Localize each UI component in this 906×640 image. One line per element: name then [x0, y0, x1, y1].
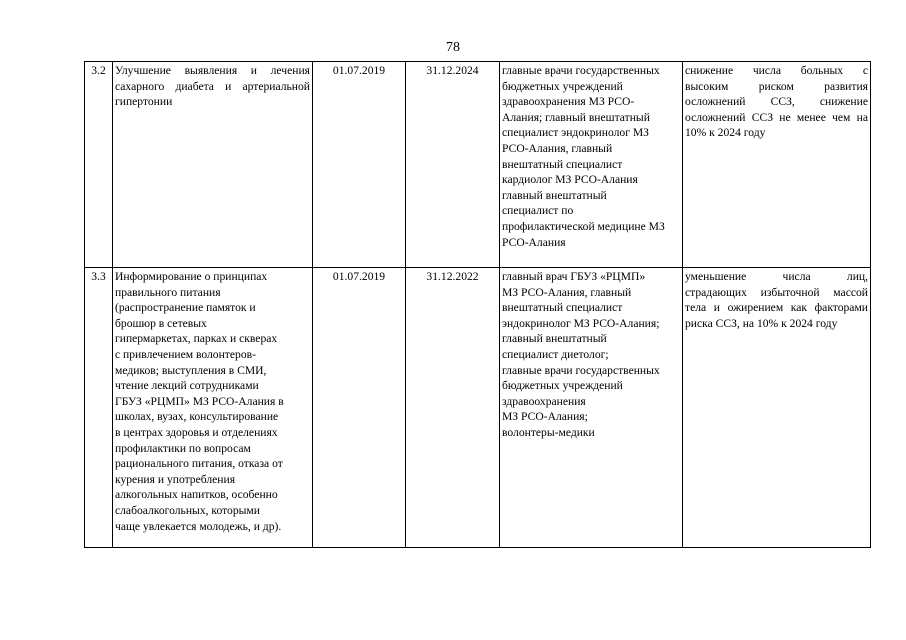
responsible-line: бюджетных учреждений	[502, 79, 623, 93]
start-date-cell: 01.07.2019	[313, 268, 406, 548]
responsible-line: специалист диетолог;	[502, 347, 609, 361]
responsible-line: внештатный специалист	[502, 301, 623, 315]
measure-name-cell	[113, 268, 313, 548]
responsible-line: бюджетных учреждений	[502, 379, 623, 393]
responsible-line: волонтеры-медики	[502, 425, 595, 439]
result-line: 10% к 2024 году	[685, 126, 766, 140]
result-line: уменьшение числа лиц,	[685, 270, 868, 283]
responsible-line: главные врачи государственных	[502, 363, 660, 377]
responsible-line: профилактической медицине МЗ	[502, 219, 665, 233]
responsible-line: эндокринолог МЗ РСО-Алания;	[502, 316, 660, 330]
responsible-line: главные врачи государственных	[502, 64, 660, 77]
result-line: снижение числа больных с	[685, 64, 868, 77]
measure-name-line: гипермаркетах, парках и скверах	[115, 332, 278, 346]
result-line: осложнений ССЗ не менее чем на	[685, 110, 868, 124]
responsible-line: главный врач ГБУЗ «РЦМП»	[502, 270, 646, 283]
measure-name-line: Информирование о принципах	[115, 270, 268, 283]
responsible-line: главный внештатный	[502, 188, 607, 202]
responsible-cell	[500, 62, 683, 268]
measure-name-line: ГБУЗ «РЦМП» МЗ РСО-Алания в	[115, 394, 284, 408]
measure-name-line: сахарного диабета и артериальной	[115, 79, 310, 93]
measure-name-cell	[113, 62, 313, 268]
responsible-line: здравоохранения	[502, 394, 586, 408]
responsible-line: специалист эндокринолог МЗ	[502, 126, 649, 140]
page-number: 78	[446, 40, 460, 55]
measure-name-line: (распространение памяток и	[115, 301, 256, 315]
result-line: высоким риском развития	[685, 79, 868, 93]
responsible-line: внештатный специалист	[502, 157, 623, 171]
measure-name-line: профилактики по вопросам	[115, 441, 251, 455]
measure-name-line: с привлечением волонтеров-	[115, 347, 256, 361]
responsible-cell	[500, 268, 683, 548]
measure-name-line: правильного питания	[115, 285, 221, 299]
responsible-line: специалист по	[502, 204, 574, 218]
expected-result-cell	[683, 62, 871, 268]
responsible-line: главный внештатный	[502, 332, 607, 346]
end-date-cell: 31.12.2022	[406, 268, 500, 548]
responsible-line: здравоохранения МЗ РСО-	[502, 95, 635, 109]
measure-name-line: брошюр в сетевых	[115, 316, 207, 330]
measures-table	[84, 61, 871, 548]
responsible-line: МЗ РСО-Алания;	[502, 410, 588, 424]
measure-name-line: чтение лекций сотрудниками	[115, 379, 259, 393]
measure-name-line: гипертонии	[115, 95, 173, 109]
table-row-3-2	[85, 62, 871, 268]
measure-name-line: курения и употребления	[115, 472, 236, 486]
responsible-line: кардиолог МЗ РСО-Алания	[502, 173, 638, 187]
result-line: риска ССЗ, на 10% к 2024 году	[685, 316, 838, 330]
result-line: страдающих избыточной массой	[685, 285, 868, 299]
result-line: тела и ожирением как факторами	[685, 301, 868, 315]
row-number-cell: 3.3	[85, 268, 113, 548]
measure-name-line: чаще увлекается молодежь, и др).	[115, 519, 282, 533]
measure-name-line: слабоалкогольных, которыми	[115, 503, 260, 517]
expected-result-cell	[683, 268, 871, 548]
end-date-cell: 31.12.2024	[406, 62, 500, 268]
measure-name-line: медиков; выступления в СМИ,	[115, 363, 267, 377]
result-line: осложнений ССЗ, снижение	[685, 95, 868, 109]
responsible-line: Алания; главный внештатный	[502, 110, 650, 124]
measure-name-line: школах, вузах, консультирование	[115, 410, 279, 424]
measure-name-line: алкогольных напитков, особенно	[115, 488, 278, 502]
responsible-line: МЗ РСО-Алания, главный	[502, 285, 632, 299]
responsible-line: РСО-Алания	[502, 235, 566, 249]
row-number-cell: 3.2	[85, 62, 113, 268]
measure-name-line: Улучшение выявления и лечения	[115, 64, 310, 77]
start-date-cell: 01.07.2019	[313, 62, 406, 268]
responsible-line: РСО-Алания, главный	[502, 141, 613, 155]
measure-name-line: в центрах здоровья и отделениях	[115, 425, 278, 439]
table-row-3-3	[85, 268, 871, 548]
measure-name-line: рационального питания, отказа от	[115, 457, 283, 471]
